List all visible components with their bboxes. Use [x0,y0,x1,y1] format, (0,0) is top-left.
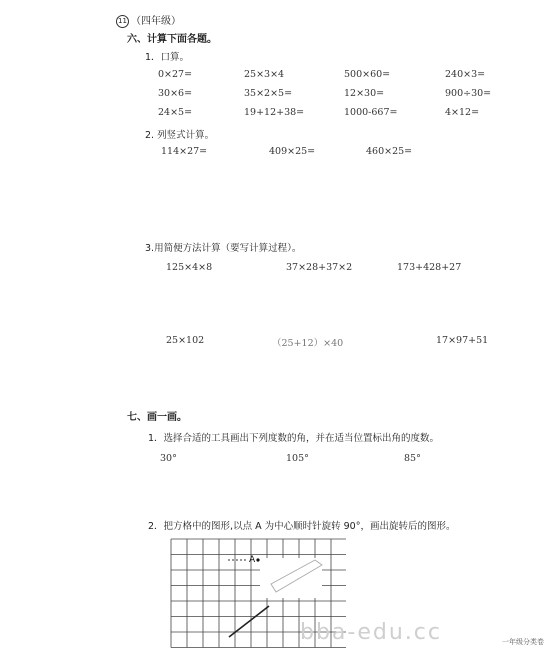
q2-title: 2. 列竖式计算。 [145,130,215,141]
oral-calc-item: 25×3×4 [244,69,285,80]
angle-question-title: 1．选择合适的工具画出下列度数的角，并在适当位置标出角的度数。 [148,433,440,444]
page-number-badge: 11 [116,15,129,28]
oral-calc-item: 900÷30= [445,88,492,99]
footer-corner-text: 一年级分类卷 [502,638,544,646]
oral-calc-item: 500×60= [344,69,391,80]
vertical-calc-item: 460×25= [366,146,413,157]
simplified-calc-item: 173+428+27 [397,262,462,273]
simplified-calc-item: 25×102 [166,335,205,346]
angle-value: 105° [286,453,309,464]
rotation-question-title: 2．把方格中的图形,以点 A 为中心顺时针旋转 90°，画出旋转后的图形。 [148,521,456,532]
angle-value: 85° [404,453,421,464]
rotation-shape-area [260,558,322,598]
simplified-calc-item: 37×28+37×2 [286,262,353,273]
oral-calc-item: 24×5= [158,107,193,118]
vertical-calc-item: 114×27= [161,146,208,157]
vertical-calc-item: 409×25= [269,146,316,157]
point-a-label: A [249,555,256,565]
grade-label: （四年级） [131,16,181,27]
q3-title: 3.用简便方法计算（要写计算过程）。 [145,243,302,254]
section-6-title: 六、计算下面各题。 [127,34,217,45]
angle-value: 30° [160,453,177,464]
point-a-marker [256,558,259,561]
simplified-calc-item: 125×4×8 [166,262,213,273]
section-7-title: 七、画一画。 [127,412,187,423]
oral-calc-item: 0×27= [158,69,193,80]
oral-calc-item: 19+12+38= [244,107,305,118]
oral-calc-item: 35×2×5= [244,88,293,99]
simplified-calc-item: （25+12）×40 [272,338,344,349]
simplified-calc-item: 17×97+51 [436,335,489,346]
page-header [116,12,181,28]
oral-calc-item: 1000-667= [344,107,398,118]
oral-calc-item: 4×12= [445,107,480,118]
oral-calc-item: 30×6= [158,88,193,99]
oral-calc-item: 12×30= [344,88,385,99]
q1-title: 1．口算。 [145,52,190,63]
oral-calc-item: 240×3= [445,69,486,80]
watermark: bba-edu.cc [300,620,442,645]
